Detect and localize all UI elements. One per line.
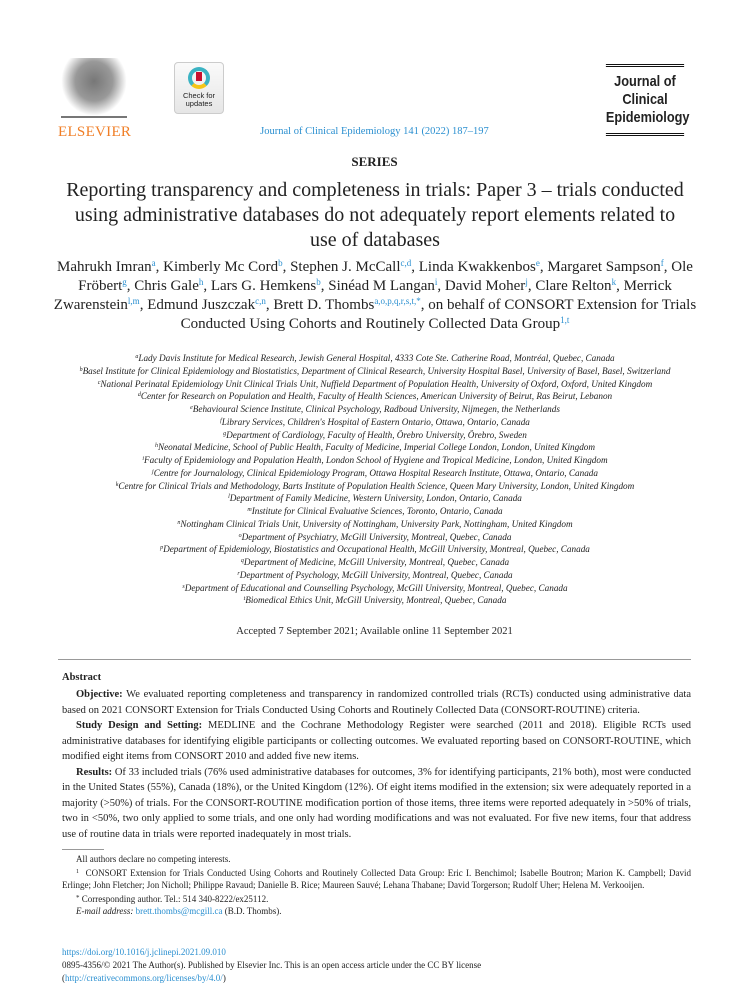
affiliation-text: Department of Epidemiology, Biostatistics and Occupational Health, McGill University, Montreal, Quebec, Canada — [163, 544, 590, 555]
group-footnote — [62, 866, 691, 892]
copyright: 0895-4356/© 2021 The Author(s). Published by Elsevier Inc. This is an open access article under the CC BY license — [62, 959, 482, 970]
affiliation-letter: i — [142, 456, 145, 462]
affiliation — [55, 403, 695, 416]
affiliation-mark[interactable]: a,o,p,q,r,s,t,* — [374, 296, 421, 306]
abstract-heading: Abstract — [62, 672, 102, 683]
author — [134, 278, 203, 294]
section-text: MEDLINE and the Cochrane Methodology Register were searched (2011 and 2018). Eligible RCTs used administrative databases for identifying eligible participants or collecting outcomes. We evaluated reporting based on CONSORT-ROUTINE, which modified eight items from CONSORT 2010 and added five new items. — [62, 720, 692, 762]
author-list: Mahrukh Imran$^a$, Kimberly Mc Cord$^b$, Stephen J. McCall$^{c,d}$, Linda Kwakkenbos$^e$, Margaret Sampson$^f$, Ole Fröbert$^g$, Chris Gale$^h$, Lars G. Hemkens$^b$, Sinéad M Langan$^i$, David Moher$^j$, Clare Relton$^k$, Merrick Zwarenstein$^{l,m}$, Edmund Juszczak$^{c,n}$, Brett D. Thombs$^{a,o,p,q,r,s,t,*}$, on behalf of CONSORT Extension for Trials Conducted Using Cohorts and Routinely Collected Data Group$^{1,t}$ — [53, 258, 697, 332]
affiliation — [55, 454, 695, 467]
doi-link[interactable]: https://doi.org/10.1016/j.jclinepi.2021.09.010 — [62, 947, 226, 957]
footnote-mark: 1 — [76, 868, 79, 875]
section-label: Results: — [76, 766, 113, 778]
author-name: Merrick Zwarenstein — [53, 278, 672, 313]
email-line — [62, 905, 691, 918]
affiliation-text: Library Services, Children's Hospital of Eastern Ontario, Ottawa, Ontario, Canada — [221, 416, 530, 427]
affiliation — [55, 492, 695, 505]
affiliation-text: National Perinatal Epidemiology Unit Clinical Trials Unit, Nuffield Department of Population Health, University of Oxford, Oxford, United Kingdom — [100, 378, 653, 389]
author-name: Edmund Juszczak — [147, 297, 256, 313]
section-label: Objective: — [76, 689, 123, 700]
affiliation — [55, 429, 695, 442]
author — [328, 278, 437, 294]
affiliation-mark[interactable]: b — [278, 258, 283, 268]
email-link[interactable]: brett.thombs@mcgill.ca — [135, 906, 223, 916]
affiliation-letter: h — [154, 443, 158, 450]
affiliation — [55, 352, 695, 365]
author-name: Chris Gale — [134, 278, 199, 294]
affiliation-letter: n — [177, 519, 181, 526]
affiliation-mark[interactable]: 1,t — [560, 315, 570, 325]
author — [419, 259, 540, 275]
affiliation-mark[interactable]: c,d — [400, 258, 412, 268]
series-label: SERIES — [351, 154, 398, 169]
corresponding-author — [62, 892, 691, 906]
affiliation-letter: e — [190, 405, 193, 411]
affiliation-text: Department of Educational and Counselling Psychology, McGill University, Montreal, Quebec, Canada — [184, 582, 568, 593]
section-text: Of 33 included trials (76% used administrative databases for outcomes, 3% for identifying participants, 21% both), most were conducted in the United States (55%), Canada (18%), or the United Kingdom (12%). Of eight items modified in the extension; six were adequately reported in a majority (>50%) of trials. For the CONSORT-ROUTINE modification portion of those items, three items were reported adequately in >50% of trials, two in <50%, two only applied to some trials, and one only had wording modifications and was not evaluated. For five new items, four that address use of routine data in trials were reported inadequately in most trials. — [62, 766, 691, 840]
group-members: CONSORT Extension for Trials Conducted Using Cohorts and Routinely Collected Data Group: Eric I. Benchimol; Isabelle Boutron; Marion K. Campbell; David Erlinge; John Fletcher; Jon Nicholl; Philippe Ravaud; Danielle B. Rice; Maureen Sauvé; Lehana Thabane; David Torgerson; Rudolf Uher; Helena M. Verkooijen. — [62, 867, 691, 890]
affiliation — [55, 531, 695, 544]
affiliation — [55, 480, 695, 493]
author-name: Stephen J. McCall — [290, 259, 401, 275]
affiliation-mark[interactable]: c,n — [255, 296, 266, 306]
affiliation-text: Centre for Journalology, Clinical Epidemiology Program, Ottawa Hospital Research Institute, Ottawa, Ontario, Canada — [153, 467, 598, 478]
affiliation-text: Department of Medicine, McGill University, Montreal, Quebec, Canada — [243, 557, 510, 567]
author-name: Ole Fröbert — [78, 259, 693, 294]
affiliation-text: Department of Psychology, McGill University, Montreal, Quebec, Canada — [239, 569, 513, 580]
abstract-section — [62, 718, 691, 765]
affiliation-mark[interactable]: j — [525, 277, 528, 287]
affiliation-text: Institute for Clinical Evaluative Sciences, Toronto, Ontario, Canada — [251, 506, 503, 516]
author-name: David Moher — [444, 278, 526, 294]
affiliation-text: Basel Institute for Clinical Epidemiology and Biostatistics, Department of Clinical Research, University Hospital Basel, University of Basel, Basel, Switzerland — [82, 365, 671, 376]
affiliation-text: Lady Davis Institute for Medical Research, Jewish General Hospital, 4333 Cote Ste. Catherine Road, Montréal, Quebec, Canada — [138, 353, 615, 363]
author — [163, 259, 282, 275]
affiliation-letter: g — [223, 430, 227, 437]
affiliation-letter: m — [247, 507, 252, 513]
footnote-divider — [62, 849, 104, 850]
author — [535, 278, 616, 294]
affiliation-letter: r — [237, 570, 240, 577]
affiliation — [55, 518, 695, 531]
author-name: Margaret Sampson — [547, 259, 661, 275]
affiliation-mark[interactable]: a — [151, 258, 156, 268]
affiliation — [55, 543, 695, 556]
journal-logo-line: Journal of — [614, 73, 676, 90]
affiliation-mark[interactable]: k — [611, 277, 617, 287]
affiliation-mark[interactable]: h — [198, 277, 204, 287]
article-title: Reporting transparency and completeness in trials: Paper 3 – trials conducted using administrative databases do not adequately report elements related to use of databases — [66, 179, 684, 251]
affiliation-mark[interactable]: b — [316, 277, 321, 287]
author — [57, 259, 156, 275]
affiliation-letter: d — [137, 392, 141, 399]
affiliation-letter: s — [182, 583, 185, 590]
author-name: Clare Relton — [535, 278, 612, 294]
affiliation-text: Faculty of Epidemiology and Population Health, London School of Hygiene and Tropical Medicine, London, United Kingdom — [144, 455, 608, 465]
competing-interests: All authors declare no competing interests. — [76, 854, 231, 864]
affiliation — [55, 569, 695, 582]
email-tail: (B.D. Thombs). — [224, 906, 282, 916]
affiliation-letter: a — [135, 354, 139, 360]
affiliation — [55, 390, 695, 403]
paren: ) — [222, 972, 226, 983]
affiliation-letter: l — [228, 494, 230, 501]
paren: ( — [62, 972, 65, 983]
corresponding-text: Corresponding author. Tel.: 514 340-8222/ex25112. — [81, 893, 269, 904]
affiliation-mark[interactable]: l,m — [127, 296, 140, 306]
affiliation-text: Biomedical Ethics Unit, McGill University, Montreal, Quebec, Canada — [245, 595, 507, 606]
affiliation-text: Department of Cardiology, Faculty of Health, Örebro University, Örebro, Sweden — [226, 429, 527, 440]
affiliation — [55, 556, 695, 569]
author-name: Linda Kwakkenbos — [418, 259, 536, 275]
affiliation-text: Neonatal Medicine, School of Public Health, Faculty of Medicine, Imperial College London, London, United Kingdom — [157, 442, 596, 453]
publisher-name: ELSEVIER — [58, 124, 132, 140]
author-name: Lars G. Hemkens — [210, 278, 317, 294]
abstract-section — [62, 687, 691, 718]
author — [147, 297, 266, 313]
affiliations — [55, 352, 695, 607]
affiliation-text: Nottingham Clinical Trials Unit, University of Nottingham, University Park, Nottingham, United Kingdom — [180, 518, 573, 529]
author-name: Brett D. Thombs — [273, 297, 375, 313]
affiliation — [55, 441, 695, 454]
author-name: Mahrukh Imran — [57, 259, 152, 275]
affiliation — [55, 365, 695, 378]
author-name: Sinéad M Langan — [328, 278, 435, 294]
author — [211, 278, 321, 294]
author — [547, 259, 663, 275]
author — [273, 297, 420, 313]
affiliation-letter: p — [160, 545, 164, 552]
affiliation-mark[interactable]: i — [434, 277, 438, 287]
affiliation-text: Center for Research on Population and Health, Faculty of Health Sciences, American University of Beirut, Ras Beirut, Lebanon — [140, 391, 613, 402]
affiliation-letter: k — [115, 481, 119, 488]
check-for-updates-button[interactable] — [174, 62, 224, 114]
license-line — [62, 972, 481, 985]
affiliation — [55, 467, 695, 480]
affiliation-text: Behavioural Science Institute, Clinical Psychology, Radboud University, Nijmegen, the Netherlands — [192, 404, 560, 414]
check-updates-label: Check for updates — [182, 91, 216, 108]
journal-logo-line: Clinical — [622, 91, 668, 108]
accepted-date: Accepted 7 September 2021; Available online 11 September 2021 — [236, 626, 513, 637]
affiliation-letter: f — [220, 417, 222, 424]
affiliation-letter: o — [238, 532, 242, 539]
affiliation-letter: b — [79, 366, 83, 373]
author-name: Kimberly Mc Cord — [163, 259, 279, 275]
abstract-body — [62, 687, 691, 842]
article-info — [62, 946, 481, 984]
affiliation-letter: j — [152, 468, 154, 475]
affiliation-text: Centre for Clinical Trials and Methodology, Barts Institute of Population Health Science, Queen Mary University, London, United Kingdom — [118, 480, 635, 491]
affiliation-letter: t — [243, 596, 246, 603]
affiliation-letter: q — [240, 558, 244, 564]
affiliation — [55, 416, 695, 429]
affiliation-mark[interactable]: g — [122, 277, 127, 287]
journal-citation-link[interactable]: Journal of Clinical Epidemiology 141 (2022) 187–197 — [260, 126, 489, 137]
group-name: on behalf of CONSORT Extension for Trials Conducted Using Cohorts and Routinely Collected Data Group — [180, 297, 697, 332]
author — [445, 278, 528, 294]
affiliation-text: Department of Psychiatry, McGill University, Montreal, Quebec, Canada — [241, 531, 512, 542]
affiliation — [55, 505, 695, 518]
footnotes — [62, 853, 691, 918]
journal-logo-line: Epidemiology — [605, 109, 690, 126]
author — [290, 259, 411, 275]
abstract-section — [62, 765, 691, 843]
divider — [58, 659, 691, 660]
affiliation-mark[interactable]: f — [660, 258, 664, 268]
crossmark-icon — [188, 67, 210, 89]
footnote-mark: * — [76, 893, 80, 902]
affiliation-letter: c — [97, 379, 101, 386]
elsevier-tree-icon — [61, 58, 127, 118]
section-text: We evaluated reporting completeness and transparency in randomized controlled trials (RCTs) conducted using administrative data based on 2021 CONSORT Extension for Trials Conducted Using Cohorts and Routinely Collected Data (CONSORT-ROUTINE) criteria. — [62, 689, 692, 716]
affiliation-text: Department of Family Medicine, Western University, London, Ontario, Canada — [229, 493, 522, 504]
affiliation — [55, 378, 695, 391]
affiliation — [55, 594, 695, 607]
affiliation-mark[interactable]: e — [535, 258, 540, 268]
email-label: E-mail address: — [76, 906, 134, 916]
section-label: Study Design and Setting: — [76, 720, 203, 731]
license-link[interactable]: http://creativecommons.org/licenses/by/4.0/ — [65, 972, 223, 983]
affiliation — [55, 582, 695, 595]
